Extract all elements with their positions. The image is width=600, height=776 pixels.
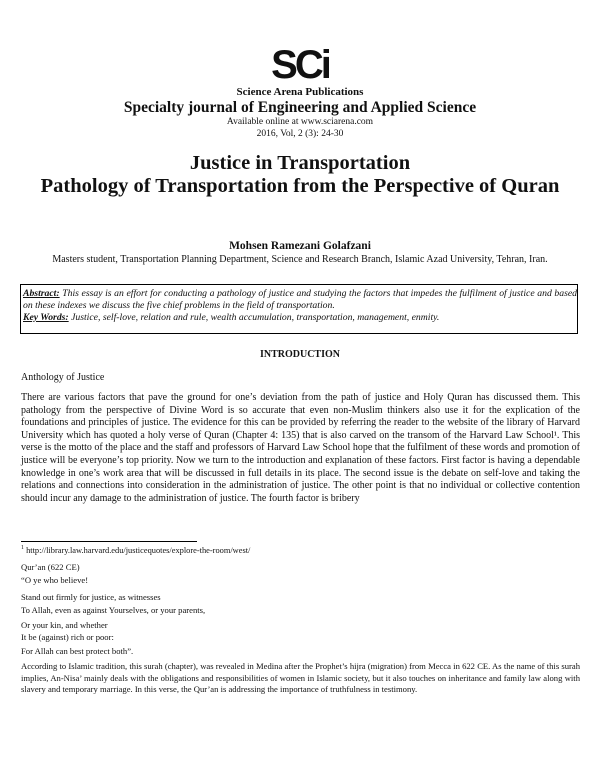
svg-text:SCi: SCi (271, 43, 329, 84)
abstract-text: This essay is an effort for conducting a pathology of justice and studying the factors that impedes the fulfilment of justice and based on these indexes we discuss the five chief problems in the field of transportation. (23, 288, 577, 311)
abstract (23, 288, 577, 312)
publisher-name: Science Arena Publications (236, 86, 364, 98)
footnote-link[interactable]: http://library.law.harvard.edu/justicequotes/explore-the-room/west/ (24, 545, 251, 555)
footnote-marker: 1 (21, 545, 24, 551)
title-line-1: Justice in Transportation (189, 152, 411, 174)
body-paragraph: There are various factors that pave the ground for one’s deviation from the path of justice and Holy Quran has discussed them. This pathology from the perspective of Divine Word is so accurate that even non-Muslim thinkers also use it for the explication of the foundations and principles of justice. The evidence for this can be provided by referring the reader to the website of the library of Harvard University which has quoted a holy verse of Quran (Chapter 4: 135) that is also carved on the transom of the Harvard Law School¹. This verse is the motto of the place and the staff and professors of Harvard Law School hope that the fulfilment of these words and promotion of justice will be everyone’s top priority. Now we turn to the introduction and explanation of these factors. First factor is having a dependable knowledge in one’s work area that will be discussed in full details in its place. The second issue is the debate on self-love and taking the relations and connections into consideration in the administration of justice. The other point is that no individual or collective contention should incur any damage to the administration of justice. The fourth factor is bribery (21, 392, 580, 504)
author-name: Mohsen Ramezani Golafzani (229, 240, 371, 252)
abstract-box (20, 284, 578, 334)
abstract-label: Abstract: (23, 288, 60, 299)
verse-line: To Allah, even as against Yourselves, or your parents, (21, 605, 206, 615)
keywords (23, 312, 577, 324)
footnote-url (21, 545, 250, 555)
article-title (40, 152, 560, 198)
verse-line: For Allah can best protect both”. (21, 646, 134, 656)
publisher-logo (0, 42, 600, 89)
keywords-text: Justice, self-love, relation and rule, wealth accumulation, transportation, management, enmity. (68, 311, 440, 323)
verse-line: It be (against) rich or poor: (21, 632, 114, 642)
author-affiliation: Masters student, Transportation Planning Department, Science and Research Branch, Islamic Azad University, Tehran, Iran. (52, 254, 548, 265)
title-line-2: Pathology of Transportation from the Perspective of Quran (40, 175, 560, 197)
keywords-label: Key Words: (23, 311, 69, 323)
available-online: Available online at www.sciarena.com (226, 117, 374, 127)
section-heading: INTRODUCTION (259, 349, 340, 360)
issue-info: 2016, Vol, 2 (3): 24-30 (256, 129, 344, 139)
sci-logo-icon (271, 42, 329, 84)
subsection-heading: Anthology of Justice (21, 372, 105, 383)
journal-title: Specialty journal of Engineering and Applied Science (123, 99, 477, 116)
verse-line: “O ye who believe! (21, 575, 89, 585)
verse-line: Stand out firmly for justice, as witnesses (21, 592, 161, 602)
footnote-divider (21, 541, 197, 542)
verse-line: Qur’an (622 CE) (21, 562, 80, 572)
footnote-note: According to Islamic tradition, this surah (chapter), was revealed in Medina after the Prophet’s hijra (migration) from Mecca in 622 CE. As the name of this surah implies, An-Nisa’ mainly deals with the obligations and responsibilities of women in Islamic society, but it also touches on inheritance and family law along with slavery and temporary marriage. In this verse, the Qur’an is addressing the importance of truthfulness in testimony. (21, 661, 580, 695)
verse-line: Or your kin, and whether (21, 620, 108, 630)
